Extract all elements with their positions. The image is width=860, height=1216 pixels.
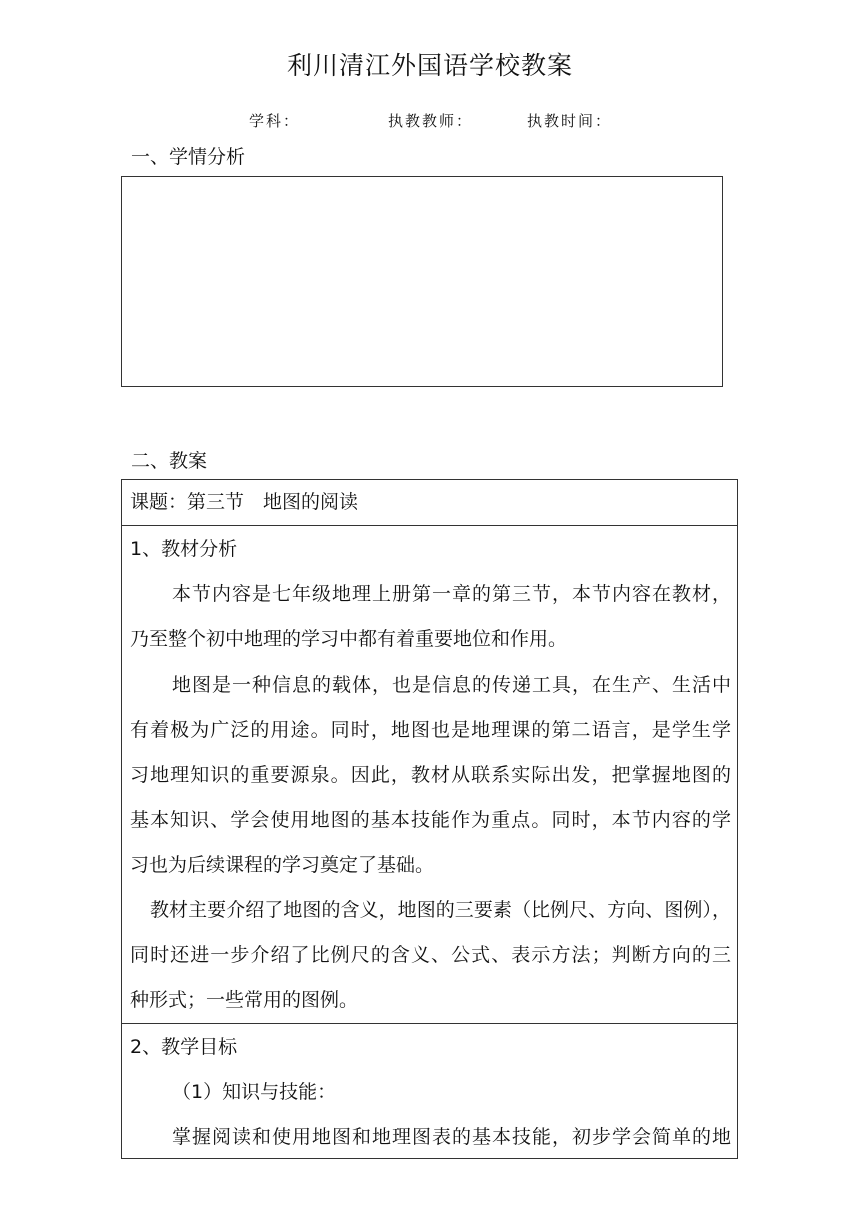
knowledge-skills-heading: （1）知识与技能： — [172, 1081, 337, 1103]
material-analysis-heading: 1、教材分析 — [130, 538, 238, 560]
student-analysis-box — [121, 176, 723, 387]
section-heading-student-analysis: 一、学情分析 — [131, 146, 246, 168]
row-divider — [122, 1023, 737, 1024]
paragraph-line: 本节内容是七年级地理上册第一章的第三节，本节内容在教材， — [172, 583, 731, 605]
row-divider — [122, 525, 737, 526]
lesson-plan-table — [121, 479, 738, 1159]
paragraph-line: 地图是一种信息的载体，也是信息的传递工具，在生产、生活中 — [172, 674, 731, 696]
section-heading-lesson-plan: 二、教案 — [131, 450, 208, 472]
subject-label: 学科： — [249, 112, 301, 130]
paragraph-line: 乃至整个初中地理的学习中都有着重要地位和作用。 — [130, 628, 568, 650]
paragraph-line: 同时还进一步介绍了比例尺的含义、公式、表示方法；判断方向的三 — [130, 944, 731, 966]
teacher-label: 执教教师： — [388, 112, 474, 130]
teaching-goals-heading: 2、教学目标 — [130, 1036, 238, 1058]
time-label: 执教时间： — [527, 112, 613, 130]
paragraph-line: 掌握阅读和使用地图和地理图表的基本技能，初步学会简单的地 — [172, 1126, 731, 1148]
paragraph-line: 基本知识、学会使用地图的基本技能作为重点。同时，本节内容的学 — [130, 809, 731, 831]
meta-row — [0, 110, 860, 132]
paragraph-line: 习地理知识的重要源泉。因此，教材从联系实际出发，把掌握地图的 — [130, 764, 731, 786]
paragraph-line: 有着极为广泛的用途。同时，地图也是地理课的第二语言，是学生学 — [130, 719, 731, 741]
lesson-topic: 课题：第三节 地图的阅读 — [130, 491, 359, 513]
paragraph-line: 教材主要介绍了地图的含义，地图的三要素（比例尺、方向、图例）， — [150, 899, 731, 921]
document-title: 利川清江外国语学校教案 — [286, 51, 573, 80]
paragraph-line: 种形式；一些常用的图例。 — [130, 989, 359, 1011]
paragraph-line: 习也为后续课程的学习奠定了基础。 — [130, 854, 435, 876]
